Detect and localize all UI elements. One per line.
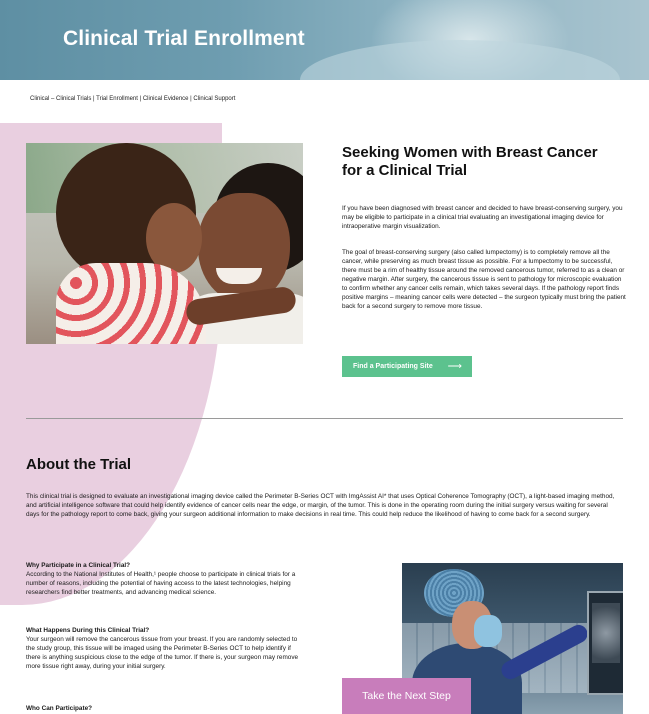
hero-banner	[0, 0, 649, 80]
about-paragraph: This clinical trial is designed to evaluate an investigational imaging device called the Perimeter B-Series OCT with ImgAssist AI* that uses Optical Coherence Tomography (OCT), a light-based imaging method, and artificial intelligence software that could help identify evidence of cancer cells near the edge, or margin, of the tumor. This is done in the operating room during the initial surgery versus waiting for several days for the pathology report to come back, giving your surgeon additional information to make decisions in real time. This could help reduce the likelihood of having to come back for a second surgery.	[26, 493, 615, 518]
find-site-label: Find a Participating Site	[353, 363, 433, 370]
faq-item-why-participate	[26, 561, 306, 597]
find-participating-site-button[interactable]	[342, 356, 472, 377]
intro-paragraph-2: The goal of breast-conserving surgery (also called lumpectomy) is to completely remove all the cancer, while preserving as much breast tissue as possible. For a lumpectomy to be successful, there must be a rim of healthy tissue around the removed cancerous tumor, referred to as a clean or negative margin. After surgery, the cancerous tissue is sent to pathology for microscopic evaluation to confirm whether any cancer cells remain, which takes several days. If the pathology report finds positive margins – meaning cancer cells were detected – the surgeon typically must bring the patient back for a second surgery to remove more tissue.	[342, 249, 626, 310]
faq-item-who-can-participate	[26, 704, 306, 713]
mother-daughter-photo	[26, 143, 303, 344]
section-divider	[26, 418, 623, 419]
faq-item-what-happens	[26, 626, 306, 671]
faq-question: What Happens During this Clinical Trial?	[26, 627, 150, 634]
take-next-step-button[interactable]: Take the Next Step	[342, 678, 471, 714]
hero-background-figure	[300, 40, 620, 80]
faq-question: Who Can Participate?	[26, 705, 93, 712]
intro-paragraph-1: If you have been diagnosed with breast cancer and decided to have breast-conserving surgery, you may be eligible to participate in a clinical trial evaluating an investigational imaging device for intraoperative margin visualization.	[342, 205, 623, 230]
intro-heading: Seeking Women with Breast Cancer for a Clinical Trial	[342, 144, 598, 179]
arrow-right-icon: ⟶	[447, 361, 462, 372]
page-title: Clinical Trial Enrollment	[63, 27, 305, 50]
faq-answer: According to the National Institutes of Health,¹ people choose to participate in clinical trials for a number of reasons, including the potential of having access to the latest technologies, helping researchers find better treatments, and advancing medical science.	[26, 571, 296, 596]
faq-question: Why Participate in a Clinical Trial?	[26, 562, 131, 569]
faq-answer: Your surgeon will remove the cancerous tissue from your breast. If you are randomly selected to the study group, this tissue will be imaged using the Perimeter B-Series OCT to help identify if there is anything suspicious close to the edge of the tumor. If there is, your surgeon may remove more tissue right away, during your initial surgery.	[26, 636, 299, 670]
breadcrumb[interactable]: Clinical – Clinical Trials | Trial Enrollment | Clinical Evidence | Clinical Support	[30, 96, 236, 102]
about-heading: About the Trial	[26, 456, 131, 473]
